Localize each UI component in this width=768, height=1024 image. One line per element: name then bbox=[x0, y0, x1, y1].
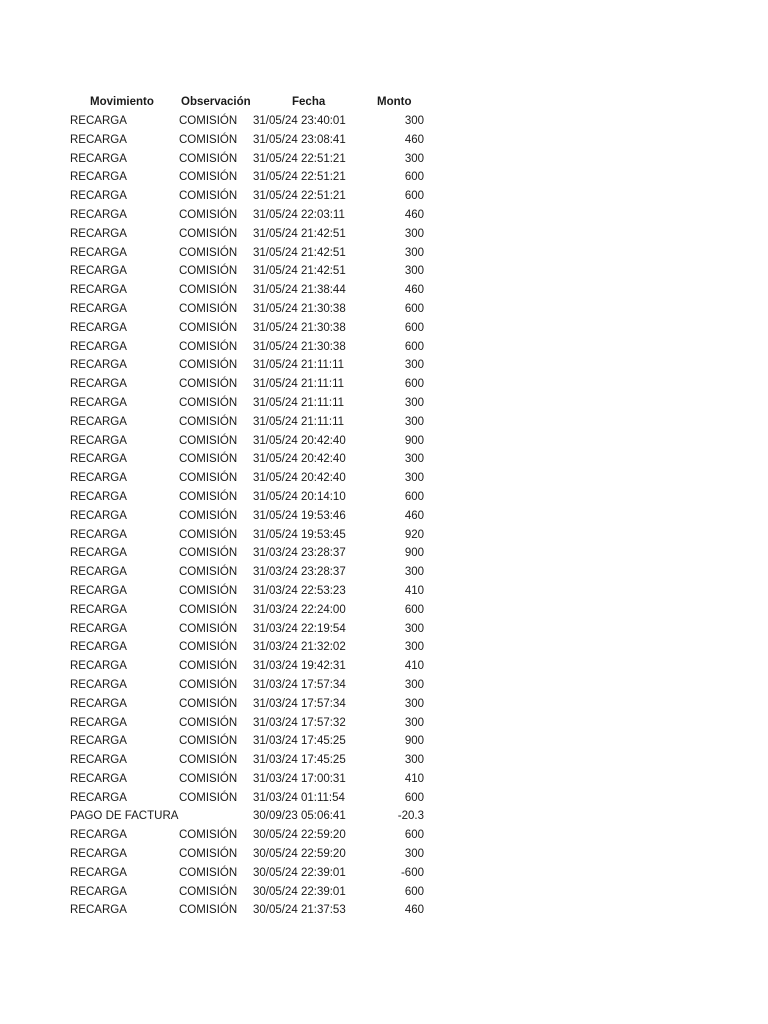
cell-observacion: COMISIÓN bbox=[179, 152, 238, 165]
cell-fecha: 31/03/24 22:24:00 bbox=[253, 603, 346, 616]
cell-monto: 600 bbox=[404, 321, 424, 334]
cell-monto: 900 bbox=[404, 547, 424, 560]
cell-monto: -20.3 bbox=[397, 810, 424, 823]
cell-observacion: COMISIÓN bbox=[179, 603, 238, 616]
cell-monto: 300 bbox=[404, 566, 424, 579]
cell-monto: 300 bbox=[404, 227, 424, 240]
table-row bbox=[0, 751, 768, 770]
cell-monto: 300 bbox=[404, 716, 424, 729]
cell-monto: 300 bbox=[404, 754, 424, 767]
table-row bbox=[0, 300, 768, 319]
table-row bbox=[0, 394, 768, 413]
table-row bbox=[0, 375, 768, 394]
cell-monto: 300 bbox=[404, 678, 424, 691]
cell-movimiento: RECARGA bbox=[70, 641, 127, 654]
table-row bbox=[0, 864, 768, 883]
table-row bbox=[0, 676, 768, 695]
cell-fecha: 30/05/24 22:39:01 bbox=[253, 885, 346, 898]
cell-monto: 300 bbox=[404, 848, 424, 861]
table-row bbox=[0, 563, 768, 582]
cell-movimiento: RECARGA bbox=[70, 453, 127, 466]
cell-movimiento: RECARGA bbox=[70, 490, 127, 503]
cell-monto: 300 bbox=[404, 453, 424, 466]
cell-monto: 300 bbox=[404, 246, 424, 259]
cell-observacion: COMISIÓN bbox=[179, 566, 238, 579]
cell-movimiento: RECARGA bbox=[70, 246, 127, 259]
table-row bbox=[0, 901, 768, 920]
cell-fecha: 31/03/24 21:32:02 bbox=[253, 641, 346, 654]
cell-observacion: COMISIÓN bbox=[179, 584, 238, 597]
cell-fecha: 31/05/24 22:51:21 bbox=[253, 171, 346, 184]
cell-movimiento: RECARGA bbox=[70, 378, 127, 391]
cell-movimiento: PAGO DE FACTURA bbox=[70, 810, 179, 823]
cell-movimiento: RECARGA bbox=[70, 622, 127, 635]
cell-observacion: COMISIÓN bbox=[179, 528, 238, 541]
cell-monto: 600 bbox=[404, 885, 424, 898]
cell-observacion: COMISIÓN bbox=[179, 866, 238, 879]
cell-monto: 600 bbox=[404, 791, 424, 804]
cell-observacion: COMISIÓN bbox=[179, 490, 238, 503]
cell-fecha: 31/05/24 20:42:40 bbox=[253, 434, 346, 447]
cell-fecha: 31/05/24 21:38:44 bbox=[253, 284, 346, 297]
cell-fecha: 31/03/24 17:45:25 bbox=[253, 735, 346, 748]
cell-monto: 300 bbox=[404, 265, 424, 278]
cell-monto: 300 bbox=[404, 472, 424, 485]
cell-fecha: 31/05/24 21:30:38 bbox=[253, 340, 346, 353]
cell-monto: 300 bbox=[404, 115, 424, 127]
cell-fecha: 31/05/24 23:08:41 bbox=[253, 133, 346, 146]
cell-fecha: 31/03/24 17:57:34 bbox=[253, 697, 346, 710]
cell-monto: 600 bbox=[404, 171, 424, 184]
cell-monto: 600 bbox=[404, 340, 424, 353]
cell-observacion: COMISIÓN bbox=[179, 641, 238, 654]
table-row bbox=[0, 695, 768, 714]
cell-fecha: 30/05/24 22:59:20 bbox=[253, 848, 346, 861]
cell-observacion: COMISIÓN bbox=[179, 434, 238, 447]
table-row bbox=[0, 319, 768, 338]
table-row bbox=[0, 262, 768, 281]
cell-monto: 600 bbox=[404, 829, 424, 842]
cell-fecha: 31/03/24 17:45:25 bbox=[253, 754, 346, 767]
table-row bbox=[0, 714, 768, 733]
cell-observacion: COMISIÓN bbox=[179, 509, 238, 522]
cell-observacion: COMISIÓN bbox=[179, 735, 238, 748]
table-row bbox=[0, 225, 768, 244]
cell-fecha: 31/05/24 22:51:21 bbox=[253, 152, 346, 165]
table-row bbox=[0, 807, 768, 826]
cell-movimiento: RECARGA bbox=[70, 321, 127, 334]
cell-monto: 410 bbox=[404, 772, 424, 785]
cell-observacion: COMISIÓN bbox=[179, 848, 238, 861]
cell-observacion: COMISIÓN bbox=[179, 716, 238, 729]
cell-movimiento: RECARGA bbox=[70, 208, 127, 221]
cell-observacion: COMISIÓN bbox=[179, 772, 238, 785]
cell-movimiento: RECARGA bbox=[70, 396, 127, 409]
cell-movimiento: RECARGA bbox=[70, 848, 127, 861]
cell-observacion: COMISIÓN bbox=[179, 754, 238, 767]
cell-monto: 460 bbox=[404, 509, 424, 522]
cell-observacion: COMISIÓN bbox=[179, 453, 238, 466]
table-row bbox=[0, 826, 768, 845]
cell-fecha: 30/09/23 05:06:41 bbox=[253, 810, 346, 823]
cell-monto: 900 bbox=[404, 434, 424, 447]
cell-observacion: COMISIÓN bbox=[179, 302, 238, 315]
cell-movimiento: RECARGA bbox=[70, 866, 127, 879]
cell-fecha: 31/05/24 21:11:11 bbox=[253, 415, 345, 428]
cell-observacion: COMISIÓN bbox=[179, 885, 238, 898]
cell-fecha: 31/05/24 23:40:01 bbox=[253, 115, 346, 127]
cell-fecha: 31/05/24 22:51:21 bbox=[253, 190, 346, 203]
cell-movimiento: RECARGA bbox=[70, 791, 127, 804]
cell-monto: 920 bbox=[404, 528, 424, 541]
cell-movimiento: RECARGA bbox=[70, 528, 127, 541]
cell-fecha: 30/05/24 22:39:01 bbox=[253, 866, 346, 879]
table-row bbox=[0, 526, 768, 545]
cell-observacion: COMISIÓN bbox=[179, 396, 238, 409]
cell-movimiento: RECARGA bbox=[70, 133, 127, 146]
cell-monto: 460 bbox=[404, 284, 424, 297]
table-row bbox=[0, 638, 768, 657]
cell-observacion: COMISIÓN bbox=[179, 265, 238, 278]
cell-observacion: COMISIÓN bbox=[179, 284, 238, 297]
table-row bbox=[0, 488, 768, 507]
table-row bbox=[0, 168, 768, 187]
cell-monto: 600 bbox=[404, 190, 424, 203]
cell-monto: 300 bbox=[404, 697, 424, 710]
cell-monto: 410 bbox=[404, 584, 424, 597]
cell-movimiento: RECARGA bbox=[70, 472, 127, 485]
cell-movimiento: RECARGA bbox=[70, 171, 127, 184]
table-row bbox=[0, 789, 768, 808]
table-row bbox=[0, 131, 768, 150]
table-row bbox=[0, 544, 768, 563]
cell-movimiento: RECARGA bbox=[70, 584, 127, 597]
cell-observacion: COMISIÓN bbox=[179, 208, 238, 221]
cell-movimiento: RECARGA bbox=[70, 302, 127, 315]
table-row bbox=[0, 187, 768, 206]
cell-fecha: 31/05/24 20:42:40 bbox=[253, 453, 346, 466]
cell-observacion: COMISIÓN bbox=[179, 340, 238, 353]
cell-monto: 460 bbox=[404, 208, 424, 221]
cell-movimiento: RECARGA bbox=[70, 566, 127, 579]
table-row bbox=[0, 732, 768, 751]
cell-observacion: COMISIÓN bbox=[179, 415, 238, 428]
cell-observacion: COMISIÓN bbox=[179, 133, 238, 146]
cell-observacion: COMISIÓN bbox=[179, 829, 238, 842]
transactions-table bbox=[0, 92, 768, 920]
cell-monto: 600 bbox=[404, 490, 424, 503]
cell-monto: 300 bbox=[404, 359, 424, 372]
cell-observacion: COMISIÓN bbox=[179, 190, 238, 203]
table-row bbox=[0, 657, 768, 676]
cell-monto: 460 bbox=[404, 133, 424, 146]
table-row bbox=[0, 112, 768, 131]
cell-movimiento: RECARGA bbox=[70, 603, 127, 616]
cell-movimiento: RECARGA bbox=[70, 772, 127, 785]
cell-fecha: 31/05/24 20:42:40 bbox=[253, 472, 346, 485]
cell-fecha: 31/03/24 17:57:34 bbox=[253, 678, 346, 691]
cell-movimiento: RECARGA bbox=[70, 340, 127, 353]
cell-observacion: COMISIÓN bbox=[179, 227, 238, 240]
cell-fecha: 30/05/24 21:37:53 bbox=[253, 904, 346, 917]
cell-monto: 300 bbox=[404, 641, 424, 654]
cell-movimiento: RECARGA bbox=[70, 547, 127, 560]
cell-monto: 900 bbox=[404, 735, 424, 748]
cell-fecha: 31/05/24 21:30:38 bbox=[253, 321, 346, 334]
table-row bbox=[0, 281, 768, 300]
cell-fecha: 31/03/24 22:53:23 bbox=[253, 584, 346, 597]
cell-movimiento: RECARGA bbox=[70, 885, 127, 898]
table-body bbox=[0, 112, 768, 920]
cell-fecha: 31/05/24 21:11:11 bbox=[253, 396, 345, 409]
cell-fecha: 31/03/24 23:28:37 bbox=[253, 566, 346, 579]
cell-monto: -600 bbox=[400, 866, 424, 879]
table-row bbox=[0, 845, 768, 864]
cell-observacion: COMISIÓN bbox=[179, 678, 238, 691]
cell-movimiento: RECARGA bbox=[70, 115, 127, 127]
cell-movimiento: RECARGA bbox=[70, 509, 127, 522]
cell-fecha: 31/05/24 19:53:45 bbox=[253, 528, 346, 541]
table-row bbox=[0, 469, 768, 488]
cell-movimiento: RECARGA bbox=[70, 415, 127, 428]
table-row bbox=[0, 150, 768, 169]
cell-movimiento: RECARGA bbox=[70, 660, 127, 673]
cell-observacion: COMISIÓN bbox=[179, 791, 238, 804]
cell-observacion: COMISIÓN bbox=[179, 547, 238, 560]
cell-observacion: COMISIÓN bbox=[179, 321, 238, 334]
cell-observacion: COMISIÓN bbox=[179, 115, 238, 127]
cell-fecha: 31/05/24 20:14:10 bbox=[253, 490, 346, 503]
cell-movimiento: RECARGA bbox=[70, 678, 127, 691]
cell-monto: 300 bbox=[404, 396, 424, 409]
cell-fecha: 31/03/24 22:19:54 bbox=[253, 622, 346, 635]
table-row bbox=[0, 450, 768, 469]
cell-observacion: COMISIÓN bbox=[179, 378, 238, 391]
cell-observacion: COMISIÓN bbox=[179, 697, 238, 710]
cell-fecha: 31/05/24 21:30:38 bbox=[253, 302, 346, 315]
cell-fecha: 31/05/24 21:42:51 bbox=[253, 246, 346, 259]
cell-fecha: 31/03/24 01:11:54 bbox=[253, 791, 345, 804]
header-observacion: Observación bbox=[181, 96, 251, 108]
cell-monto: 600 bbox=[404, 603, 424, 616]
cell-monto: 600 bbox=[404, 302, 424, 315]
table-row bbox=[0, 244, 768, 263]
cell-fecha: 30/05/24 22:59:20 bbox=[253, 829, 346, 842]
cell-fecha: 31/03/24 17:57:32 bbox=[253, 716, 346, 729]
cell-movimiento: RECARGA bbox=[70, 284, 127, 297]
cell-monto: 600 bbox=[404, 378, 424, 391]
header-monto: Monto bbox=[377, 96, 412, 108]
cell-movimiento: RECARGA bbox=[70, 190, 127, 203]
cell-movimiento: RECARGA bbox=[70, 227, 127, 240]
cell-monto: 460 bbox=[404, 904, 424, 917]
cell-fecha: 31/05/24 21:42:51 bbox=[253, 227, 346, 240]
cell-movimiento: RECARGA bbox=[70, 152, 127, 165]
cell-movimiento: RECARGA bbox=[70, 754, 127, 767]
cell-fecha: 31/05/24 21:11:11 bbox=[253, 378, 345, 391]
table-row bbox=[0, 601, 768, 620]
table-row bbox=[0, 206, 768, 225]
cell-movimiento: RECARGA bbox=[70, 904, 127, 917]
cell-movimiento: RECARGA bbox=[70, 829, 127, 842]
table-row bbox=[0, 413, 768, 432]
cell-observacion: COMISIÓN bbox=[179, 246, 238, 259]
table-row bbox=[0, 582, 768, 601]
cell-fecha: 31/03/24 17:00:31 bbox=[253, 772, 346, 785]
header-fecha: Fecha bbox=[292, 96, 326, 108]
table-row bbox=[0, 432, 768, 451]
cell-movimiento: RECARGA bbox=[70, 735, 127, 748]
cell-observacion: COMISIÓN bbox=[179, 171, 238, 184]
cell-observacion: COMISIÓN bbox=[179, 904, 238, 917]
cell-movimiento: RECARGA bbox=[70, 359, 127, 372]
cell-fecha: 31/03/24 23:28:37 bbox=[253, 547, 346, 560]
cell-observacion: COMISIÓN bbox=[179, 359, 238, 372]
table-row bbox=[0, 770, 768, 789]
cell-movimiento: RECARGA bbox=[70, 434, 127, 447]
header-movimiento: Movimiento bbox=[90, 96, 154, 108]
cell-monto: 300 bbox=[404, 622, 424, 635]
cell-movimiento: RECARGA bbox=[70, 697, 127, 710]
cell-observacion: COMISIÓN bbox=[179, 472, 238, 485]
cell-fecha: 31/05/24 19:53:46 bbox=[253, 509, 346, 522]
cell-fecha: 31/05/24 21:42:51 bbox=[253, 265, 346, 278]
cell-monto: 300 bbox=[404, 415, 424, 428]
cell-fecha: 31/05/24 21:11:11 bbox=[253, 359, 345, 372]
table-row bbox=[0, 356, 768, 375]
cell-observacion: COMISIÓN bbox=[179, 660, 238, 673]
table-row bbox=[0, 883, 768, 902]
table-row bbox=[0, 507, 768, 526]
cell-movimiento: RECARGA bbox=[70, 716, 127, 729]
cell-movimiento: RECARGA bbox=[70, 265, 127, 278]
cell-observacion: COMISIÓN bbox=[179, 622, 238, 635]
table-row bbox=[0, 620, 768, 639]
table-header-row bbox=[0, 92, 768, 112]
cell-monto: 410 bbox=[404, 660, 424, 673]
table-row bbox=[0, 338, 768, 357]
cell-monto: 300 bbox=[404, 152, 424, 165]
cell-fecha: 31/03/24 19:42:31 bbox=[253, 660, 346, 673]
cell-fecha: 31/05/24 22:03:11 bbox=[253, 208, 345, 221]
